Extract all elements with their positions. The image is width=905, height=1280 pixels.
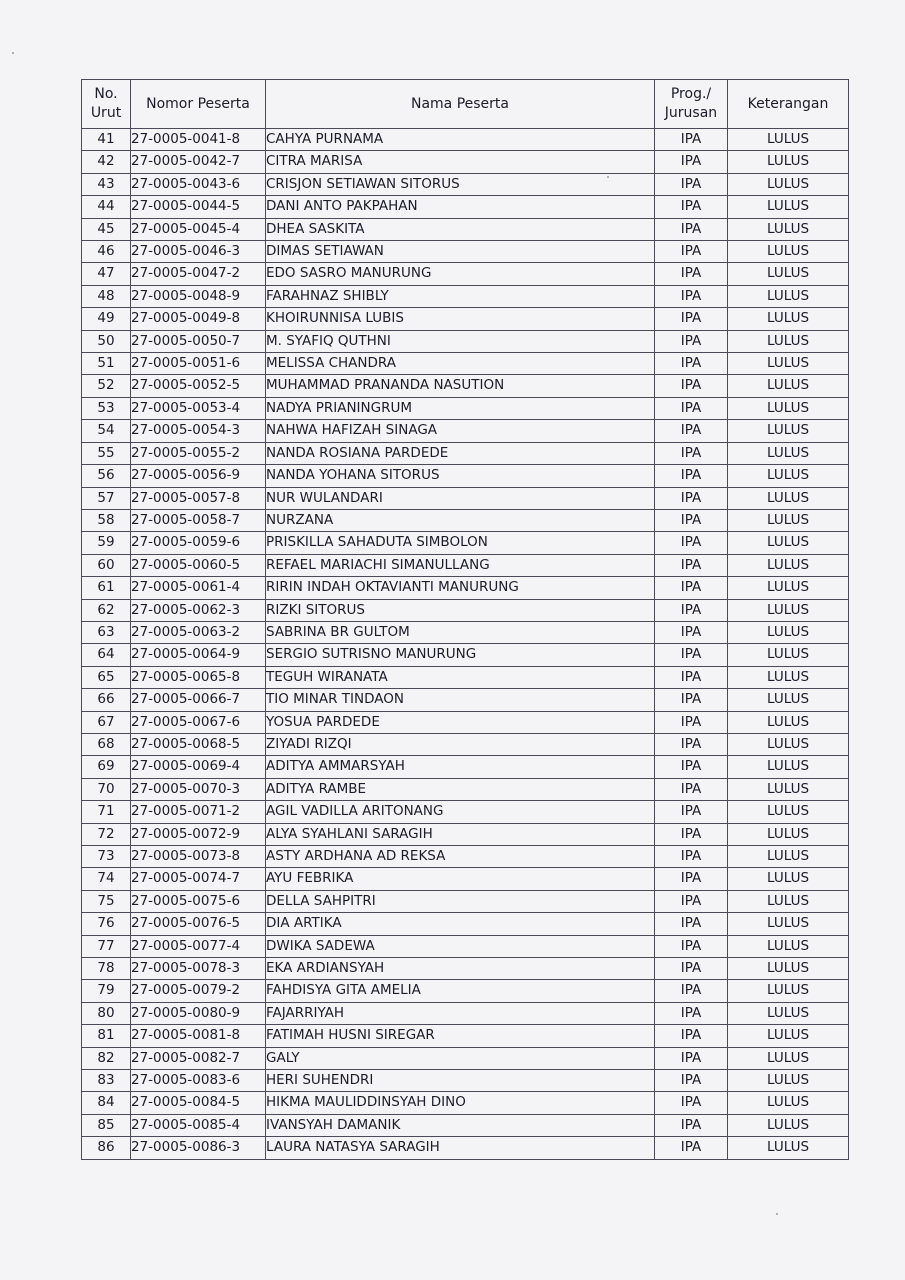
table-row [82, 1137, 849, 1159]
cell-nama-peserta: TIO MINAR TINDAON [266, 689, 655, 711]
cell-nama-peserta: DANI ANTO PAKPAHAN [266, 196, 655, 218]
table-row [82, 420, 849, 442]
cell-nomor-peserta: 27-0005-0062-3 [131, 599, 266, 621]
cell-nama-peserta: MUHAMMAD PRANANDA NASUTION [266, 375, 655, 397]
cell-nomor-peserta: 27-0005-0081-8 [131, 1025, 266, 1047]
table-row [82, 397, 849, 419]
cell-prog-jurusan: IPA [655, 263, 728, 285]
cell-no-urut: 84 [82, 1092, 131, 1114]
cell-no-urut: 57 [82, 487, 131, 509]
cell-keterangan: LULUS [728, 1114, 849, 1136]
cell-keterangan: LULUS [728, 599, 849, 621]
cell-no-urut: 54 [82, 420, 131, 442]
cell-prog-jurusan: IPA [655, 1092, 728, 1114]
cell-nama-peserta: EKA ARDIANSYAH [266, 958, 655, 980]
cell-nama-peserta: DELLA SAHPITRI [266, 890, 655, 912]
cell-prog-jurusan: IPA [655, 487, 728, 509]
cell-keterangan: LULUS [728, 308, 849, 330]
cell-prog-jurusan: IPA [655, 375, 728, 397]
cell-nama-peserta: CAHYA PURNAMA [266, 129, 655, 151]
cell-keterangan: LULUS [728, 263, 849, 285]
table-row [82, 599, 849, 621]
cell-prog-jurusan: IPA [655, 330, 728, 352]
table-row [82, 196, 849, 218]
table-row [82, 465, 849, 487]
cell-nomor-peserta: 27-0005-0071-2 [131, 801, 266, 823]
cell-nama-peserta: NUR WULANDARI [266, 487, 655, 509]
cell-nomor-peserta: 27-0005-0058-7 [131, 509, 266, 531]
cell-no-urut: 53 [82, 397, 131, 419]
cell-prog-jurusan: IPA [655, 1070, 728, 1092]
cell-prog-jurusan: IPA [655, 532, 728, 554]
cell-nama-peserta: EDO SASRO MANURUNG [266, 263, 655, 285]
table-row [82, 509, 849, 531]
table-row [82, 666, 849, 688]
cell-no-urut: 86 [82, 1137, 131, 1159]
table-row [82, 1114, 849, 1136]
table-row [82, 935, 849, 957]
cell-prog-jurusan: IPA [655, 285, 728, 307]
cell-nomor-peserta: 27-0005-0082-7 [131, 1047, 266, 1069]
cell-keterangan: LULUS [728, 890, 849, 912]
scan-speck [12, 52, 14, 54]
cell-keterangan: LULUS [728, 689, 849, 711]
cell-keterangan: LULUS [728, 173, 849, 195]
cell-no-urut: 72 [82, 823, 131, 845]
cell-nama-peserta: NURZANA [266, 509, 655, 531]
cell-keterangan: LULUS [728, 353, 849, 375]
cell-nama-peserta: NANDA ROSIANA PARDEDE [266, 442, 655, 464]
cell-no-urut: 66 [82, 689, 131, 711]
cell-keterangan: LULUS [728, 644, 849, 666]
table-row [82, 1070, 849, 1092]
cell-nama-peserta: RIZKI SITORUS [266, 599, 655, 621]
table-row [82, 1047, 849, 1069]
table-row [82, 442, 849, 464]
cell-prog-jurusan: IPA [655, 509, 728, 531]
cell-nomor-peserta: 27-0005-0064-9 [131, 644, 266, 666]
cell-nama-peserta: LAURA NATASYA SARAGIH [266, 1137, 655, 1159]
cell-prog-jurusan: IPA [655, 196, 728, 218]
cell-nama-peserta: REFAEL MARIACHI SIMANULLANG [266, 554, 655, 576]
cell-nama-peserta: FAJARRIYAH [266, 1002, 655, 1024]
cell-nama-peserta: CRISJON SETIAWAN SITORUS [266, 173, 655, 195]
cell-nomor-peserta: 27-0005-0061-4 [131, 577, 266, 599]
cell-nomor-peserta: 27-0005-0079-2 [131, 980, 266, 1002]
cell-nama-peserta: HERI SUHENDRI [266, 1070, 655, 1092]
cell-keterangan: LULUS [728, 532, 849, 554]
cell-no-urut: 51 [82, 353, 131, 375]
table-row [82, 577, 849, 599]
cell-nomor-peserta: 27-0005-0068-5 [131, 733, 266, 755]
header-row [82, 80, 849, 129]
cell-prog-jurusan: IPA [655, 1002, 728, 1024]
table-row [82, 330, 849, 352]
cell-prog-jurusan: IPA [655, 420, 728, 442]
cell-no-urut: 68 [82, 733, 131, 755]
cell-nama-peserta: AGIL VADILLA ARITONANG [266, 801, 655, 823]
cell-prog-jurusan: IPA [655, 778, 728, 800]
cell-nama-peserta: RIRIN INDAH OKTAVIANTI MANURUNG [266, 577, 655, 599]
cell-keterangan: LULUS [728, 1070, 849, 1092]
table-row [82, 554, 849, 576]
cell-nomor-peserta: 27-0005-0057-8 [131, 487, 266, 509]
cell-keterangan: LULUS [728, 554, 849, 576]
cell-nomor-peserta: 27-0005-0069-4 [131, 756, 266, 778]
cell-keterangan: LULUS [728, 621, 849, 643]
cell-no-urut: 69 [82, 756, 131, 778]
header-nomor-peserta: Nomor Peserta [131, 80, 266, 129]
table-row [82, 353, 849, 375]
cell-nomor-peserta: 27-0005-0060-5 [131, 554, 266, 576]
cell-keterangan: LULUS [728, 1002, 849, 1024]
cell-nama-peserta: ALYA SYAHLANI SARAGIH [266, 823, 655, 845]
cell-nomor-peserta: 27-0005-0063-2 [131, 621, 266, 643]
cell-nomor-peserta: 27-0005-0075-6 [131, 890, 266, 912]
cell-keterangan: LULUS [728, 733, 849, 755]
cell-no-urut: 61 [82, 577, 131, 599]
graduation-results-table [81, 79, 849, 1160]
cell-keterangan: LULUS [728, 1137, 849, 1159]
cell-nama-peserta: HIKMA MAULIDDINSYAH DINO [266, 1092, 655, 1114]
cell-prog-jurusan: IPA [655, 958, 728, 980]
cell-no-urut: 52 [82, 375, 131, 397]
cell-prog-jurusan: IPA [655, 689, 728, 711]
cell-prog-jurusan: IPA [655, 397, 728, 419]
table-row [82, 532, 849, 554]
cell-prog-jurusan: IPA [655, 173, 728, 195]
cell-keterangan: LULUS [728, 846, 849, 868]
cell-nama-peserta: SERGIO SUTRISNO MANURUNG [266, 644, 655, 666]
table-row [82, 1002, 849, 1024]
table-body [82, 129, 849, 1160]
cell-keterangan: LULUS [728, 577, 849, 599]
table-row [82, 621, 849, 643]
cell-keterangan: LULUS [728, 241, 849, 263]
cell-prog-jurusan: IPA [655, 151, 728, 173]
cell-nomor-peserta: 27-0005-0067-6 [131, 711, 266, 733]
table-row [82, 778, 849, 800]
cell-no-urut: 62 [82, 599, 131, 621]
cell-keterangan: LULUS [728, 442, 849, 464]
cell-nomor-peserta: 27-0005-0050-7 [131, 330, 266, 352]
cell-keterangan: LULUS [728, 1047, 849, 1069]
header-prog-jurusan: Prog./ Jurusan [655, 80, 728, 129]
header-no-urut: No. Urut [82, 80, 131, 129]
table-row [82, 733, 849, 755]
table-row [82, 980, 849, 1002]
cell-no-urut: 81 [82, 1025, 131, 1047]
cell-prog-jurusan: IPA [655, 756, 728, 778]
cell-no-urut: 42 [82, 151, 131, 173]
cell-no-urut: 82 [82, 1047, 131, 1069]
cell-no-urut: 41 [82, 129, 131, 151]
cell-keterangan: LULUS [728, 958, 849, 980]
cell-no-urut: 83 [82, 1070, 131, 1092]
cell-keterangan: LULUS [728, 397, 849, 419]
header-nama-peserta: Nama Peserta [266, 80, 655, 129]
cell-no-urut: 77 [82, 935, 131, 957]
cell-nama-peserta: NAHWA HAFIZAH SINAGA [266, 420, 655, 442]
cell-prog-jurusan: IPA [655, 599, 728, 621]
table-row [82, 173, 849, 195]
cell-nomor-peserta: 27-0005-0046-3 [131, 241, 266, 263]
cell-no-urut: 55 [82, 442, 131, 464]
cell-keterangan: LULUS [728, 913, 849, 935]
cell-no-urut: 75 [82, 890, 131, 912]
cell-nomor-peserta: 27-0005-0076-5 [131, 913, 266, 935]
cell-keterangan: LULUS [728, 375, 849, 397]
cell-nama-peserta: SABRINA BR GULTOM [266, 621, 655, 643]
cell-prog-jurusan: IPA [655, 577, 728, 599]
header-keterangan: Keterangan [728, 80, 849, 129]
cell-nama-peserta: DIA ARTIKA [266, 913, 655, 935]
cell-no-urut: 46 [82, 241, 131, 263]
cell-prog-jurusan: IPA [655, 1137, 728, 1159]
cell-prog-jurusan: IPA [655, 621, 728, 643]
cell-prog-jurusan: IPA [655, 1114, 728, 1136]
cell-nomor-peserta: 27-0005-0080-9 [131, 1002, 266, 1024]
cell-prog-jurusan: IPA [655, 644, 728, 666]
table-row [82, 823, 849, 845]
table-row [82, 151, 849, 173]
cell-prog-jurusan: IPA [655, 913, 728, 935]
table-row [82, 285, 849, 307]
cell-prog-jurusan: IPA [655, 868, 728, 890]
cell-no-urut: 50 [82, 330, 131, 352]
table-row [82, 756, 849, 778]
cell-keterangan: LULUS [728, 218, 849, 240]
cell-nama-peserta: GALY [266, 1047, 655, 1069]
cell-keterangan: LULUS [728, 778, 849, 800]
cell-nama-peserta: ASTY ARDHANA AD REKSA [266, 846, 655, 868]
cell-no-urut: 85 [82, 1114, 131, 1136]
cell-nomor-peserta: 27-0005-0072-9 [131, 823, 266, 845]
cell-no-urut: 58 [82, 509, 131, 531]
cell-nama-peserta: FAHDISYA GITA AMELIA [266, 980, 655, 1002]
table-row [82, 218, 849, 240]
cell-keterangan: LULUS [728, 756, 849, 778]
cell-no-urut: 63 [82, 621, 131, 643]
table-row [82, 263, 849, 285]
cell-keterangan: LULUS [728, 823, 849, 845]
cell-prog-jurusan: IPA [655, 1025, 728, 1047]
cell-prog-jurusan: IPA [655, 801, 728, 823]
cell-nomor-peserta: 27-0005-0054-3 [131, 420, 266, 442]
cell-nama-peserta: FARAHNAZ SHIBLY [266, 285, 655, 307]
cell-no-urut: 78 [82, 958, 131, 980]
cell-prog-jurusan: IPA [655, 353, 728, 375]
table-row [82, 129, 849, 151]
cell-keterangan: LULUS [728, 285, 849, 307]
cell-nomor-peserta: 27-0005-0042-7 [131, 151, 266, 173]
table-row [82, 241, 849, 263]
table-row [82, 1092, 849, 1114]
table-row [82, 846, 849, 868]
cell-prog-jurusan: IPA [655, 308, 728, 330]
cell-nomor-peserta: 27-0005-0086-3 [131, 1137, 266, 1159]
cell-no-urut: 47 [82, 263, 131, 285]
cell-nama-peserta: ADITYA AMMARSYAH [266, 756, 655, 778]
cell-nama-peserta: ZIYADI RIZQI [266, 733, 655, 755]
table-row [82, 801, 849, 823]
cell-no-urut: 56 [82, 465, 131, 487]
cell-nama-peserta: FATIMAH HUSNI SIREGAR [266, 1025, 655, 1047]
table-row [82, 308, 849, 330]
cell-nama-peserta: NANDA YOHANA SITORUS [266, 465, 655, 487]
table-row [82, 689, 849, 711]
cell-nomor-peserta: 27-0005-0045-4 [131, 218, 266, 240]
table-row [82, 958, 849, 980]
cell-keterangan: LULUS [728, 868, 849, 890]
cell-nomor-peserta: 27-0005-0083-6 [131, 1070, 266, 1092]
cell-nama-peserta: ADITYA RAMBE [266, 778, 655, 800]
cell-prog-jurusan: IPA [655, 554, 728, 576]
cell-nama-peserta: CITRA MARISA [266, 151, 655, 173]
cell-nama-peserta: M. SYAFIQ QUTHNI [266, 330, 655, 352]
cell-prog-jurusan: IPA [655, 241, 728, 263]
cell-keterangan: LULUS [728, 420, 849, 442]
cell-prog-jurusan: IPA [655, 218, 728, 240]
cell-nomor-peserta: 27-0005-0066-7 [131, 689, 266, 711]
cell-keterangan: LULUS [728, 666, 849, 688]
cell-prog-jurusan: IPA [655, 711, 728, 733]
cell-keterangan: LULUS [728, 1025, 849, 1047]
cell-no-urut: 49 [82, 308, 131, 330]
table-row [82, 644, 849, 666]
cell-keterangan: LULUS [728, 196, 849, 218]
cell-nama-peserta: DHEA SASKITA [266, 218, 655, 240]
cell-no-urut: 48 [82, 285, 131, 307]
cell-no-urut: 73 [82, 846, 131, 868]
cell-no-urut: 67 [82, 711, 131, 733]
cell-nama-peserta: MELISSA CHANDRA [266, 353, 655, 375]
cell-nomor-peserta: 27-0005-0085-4 [131, 1114, 266, 1136]
cell-nomor-peserta: 27-0005-0073-8 [131, 846, 266, 868]
table-row [82, 913, 849, 935]
cell-keterangan: LULUS [728, 1092, 849, 1114]
cell-nomor-peserta: 27-0005-0049-8 [131, 308, 266, 330]
cell-prog-jurusan: IPA [655, 980, 728, 1002]
cell-keterangan: LULUS [728, 935, 849, 957]
cell-no-urut: 71 [82, 801, 131, 823]
cell-nomor-peserta: 27-0005-0056-9 [131, 465, 266, 487]
cell-nomor-peserta: 27-0005-0077-4 [131, 935, 266, 957]
cell-nomor-peserta: 27-0005-0041-8 [131, 129, 266, 151]
cell-no-urut: 65 [82, 666, 131, 688]
cell-no-urut: 60 [82, 554, 131, 576]
cell-no-urut: 45 [82, 218, 131, 240]
cell-prog-jurusan: IPA [655, 733, 728, 755]
cell-keterangan: LULUS [728, 711, 849, 733]
cell-prog-jurusan: IPA [655, 846, 728, 868]
cell-nomor-peserta: 27-0005-0078-3 [131, 958, 266, 980]
cell-nomor-peserta: 27-0005-0043-6 [131, 173, 266, 195]
cell-prog-jurusan: IPA [655, 442, 728, 464]
cell-nama-peserta: PRISKILLA SAHADUTA SIMBOLON [266, 532, 655, 554]
cell-nomor-peserta: 27-0005-0084-5 [131, 1092, 266, 1114]
cell-nomor-peserta: 27-0005-0047-2 [131, 263, 266, 285]
cell-no-urut: 76 [82, 913, 131, 935]
cell-prog-jurusan: IPA [655, 823, 728, 845]
cell-nomor-peserta: 27-0005-0048-9 [131, 285, 266, 307]
cell-no-urut: 64 [82, 644, 131, 666]
cell-no-urut: 59 [82, 532, 131, 554]
cell-nomor-peserta: 27-0005-0052-5 [131, 375, 266, 397]
table-row [82, 868, 849, 890]
cell-nama-peserta: AYU FEBRIKA [266, 868, 655, 890]
cell-prog-jurusan: IPA [655, 890, 728, 912]
table-row [82, 375, 849, 397]
cell-nama-peserta: KHOIRUNNISA LUBIS [266, 308, 655, 330]
cell-nomor-peserta: 27-0005-0044-5 [131, 196, 266, 218]
cell-keterangan: LULUS [728, 330, 849, 352]
cell-nomor-peserta: 27-0005-0055-2 [131, 442, 266, 464]
cell-keterangan: LULUS [728, 801, 849, 823]
cell-nomor-peserta: 27-0005-0053-4 [131, 397, 266, 419]
cell-nama-peserta: IVANSYAH DAMANIK [266, 1114, 655, 1136]
cell-nama-peserta: NADYA PRIANINGRUM [266, 397, 655, 419]
cell-nama-peserta: YOSUA PARDEDE [266, 711, 655, 733]
cell-prog-jurusan: IPA [655, 935, 728, 957]
cell-keterangan: LULUS [728, 980, 849, 1002]
cell-no-urut: 79 [82, 980, 131, 1002]
cell-nomor-peserta: 27-0005-0051-6 [131, 353, 266, 375]
cell-keterangan: LULUS [728, 487, 849, 509]
cell-prog-jurusan: IPA [655, 129, 728, 151]
cell-prog-jurusan: IPA [655, 666, 728, 688]
cell-nama-peserta: DWIKA SADEWA [266, 935, 655, 957]
table-row [82, 890, 849, 912]
cell-no-urut: 70 [82, 778, 131, 800]
scan-speck [776, 1213, 778, 1215]
table-row [82, 1025, 849, 1047]
cell-nomor-peserta: 27-0005-0074-7 [131, 868, 266, 890]
cell-no-urut: 74 [82, 868, 131, 890]
cell-keterangan: LULUS [728, 129, 849, 151]
cell-nama-peserta: DIMAS SETIAWAN [266, 241, 655, 263]
cell-no-urut: 44 [82, 196, 131, 218]
table-row [82, 487, 849, 509]
cell-nomor-peserta: 27-0005-0070-3 [131, 778, 266, 800]
table-row [82, 711, 849, 733]
cell-prog-jurusan: IPA [655, 1047, 728, 1069]
cell-keterangan: LULUS [728, 509, 849, 531]
cell-no-urut: 43 [82, 173, 131, 195]
cell-no-urut: 80 [82, 1002, 131, 1024]
cell-nomor-peserta: 27-0005-0059-6 [131, 532, 266, 554]
cell-nomor-peserta: 27-0005-0065-8 [131, 666, 266, 688]
cell-prog-jurusan: IPA [655, 465, 728, 487]
cell-nama-peserta: TEGUH WIRANATA [266, 666, 655, 688]
table-header [82, 80, 849, 129]
cell-keterangan: LULUS [728, 465, 849, 487]
cell-keterangan: LULUS [728, 151, 849, 173]
